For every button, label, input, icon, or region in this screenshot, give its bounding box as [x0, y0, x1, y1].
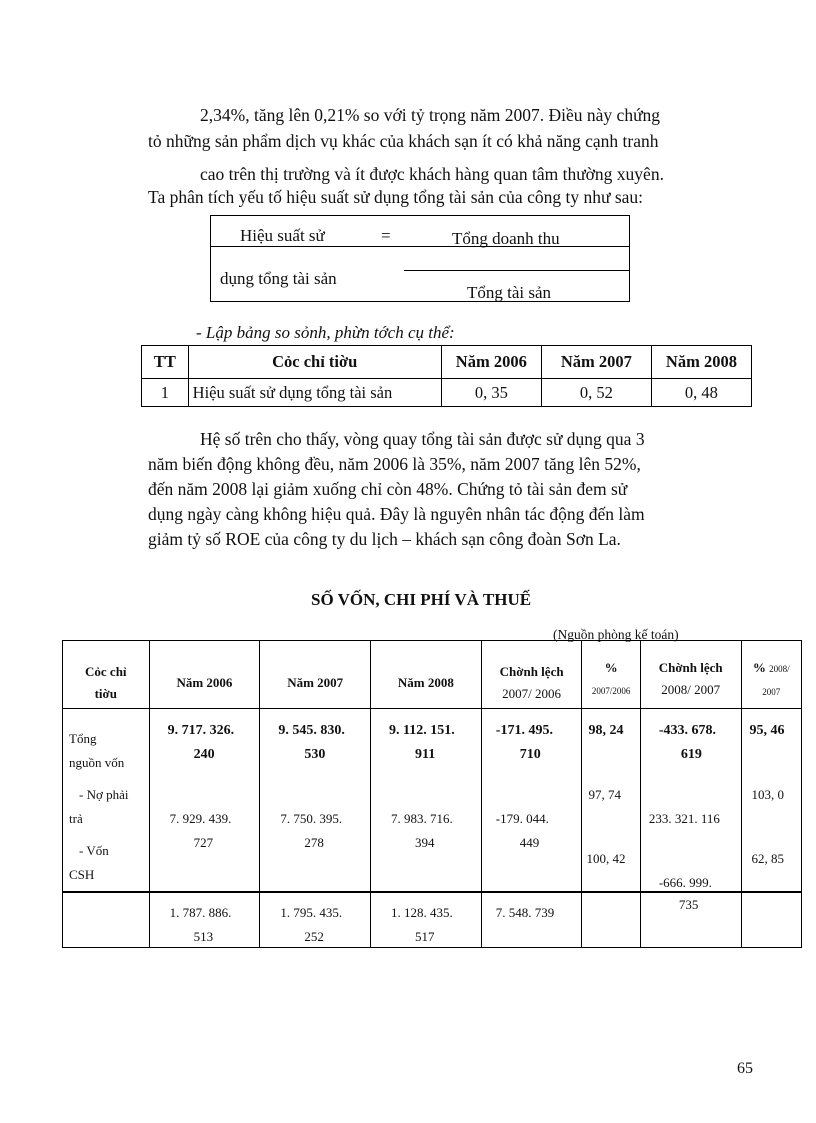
source-note: (Nguồn phòng kế toán)	[553, 627, 679, 642]
formula-label-b: dụng tổng tài sản	[220, 269, 337, 288]
von-pct1-empty	[582, 892, 640, 948]
capital-table	[62, 640, 802, 948]
header-2008: Năm 2008	[651, 346, 751, 379]
table-row	[142, 379, 752, 407]
header-2006: Năm 2006	[149, 641, 260, 709]
paragraph2-line4: dụng ngày càng không hiệu quả. Đây là nguyên nhân tác động đến làm	[148, 504, 645, 524]
formula-denominator: Tổng tài sản	[467, 283, 552, 302]
paragraph2-line1: Hệ số trên cho thấy, vòng quay tổng tài sản được sử dụng qua 3	[200, 429, 645, 449]
header-diff1: Chờnh lệch 2007/ 2006	[481, 641, 582, 709]
paragraph1-line2: tỏ những sản phẩm dịch vụ khác của khách sạn ít có khả năng cạnh tranh	[148, 131, 659, 151]
formula-label-a: Hiệu suất sử	[240, 226, 325, 245]
row-criteria: Hiệu suất sử dụng tổng tài sản	[188, 379, 441, 407]
pct2-cell: 95, 46 103, 0 62, 85	[741, 709, 801, 892]
formula-divider	[211, 246, 629, 247]
y2006-cell: 9. 717. 326. 240 7. 929. 439. 727	[149, 709, 260, 892]
row-2006: 0, 35	[441, 379, 541, 407]
compare-intro: - Lập bảng so sỏnh, phừn tớch cụ thể:	[196, 323, 455, 342]
table-header-row	[63, 641, 802, 709]
row-tt: 1	[142, 379, 189, 407]
labels-cell: Tổng nguồn vốn - Nợ phải trả - Vốn CSH	[63, 709, 150, 892]
table-row	[63, 709, 802, 892]
header-diff2: Chờnh lệch 2008/ 2007	[640, 641, 741, 709]
efficiency-table	[141, 345, 752, 407]
von-2006-cell: 1. 787. 886. 513	[149, 892, 260, 948]
table-row	[63, 892, 802, 948]
header-tt: TT	[142, 346, 189, 379]
von-label-empty	[63, 892, 150, 948]
formula-equals: =	[381, 226, 391, 245]
von-diff2-cell: 735	[640, 892, 741, 948]
header-2006: Năm 2006	[441, 346, 541, 379]
page-number: 65	[737, 1060, 753, 1077]
von-pct2-empty	[741, 892, 801, 948]
paragraph2-line2: năm biến động không đều, năm 2006 là 35%, năm 2007 tăng lên 52%,	[148, 454, 641, 474]
pct1-cell: 98, 24 97, 74 100, 42	[582, 709, 640, 892]
formula-box	[210, 215, 630, 302]
paragraph1-line4: Ta phân tích yếu tố hiệu suất sử dụng tổng tài sản của công ty như sau:	[148, 187, 644, 207]
von-diff1-cell: 7. 548. 739	[481, 892, 582, 948]
y2007-cell: 9. 545. 830. 530 7. 750. 395. 278	[260, 709, 371, 892]
diff1-cell: -171. 495. 710 -179. 044. 449	[481, 709, 582, 892]
row-2007: 0, 52	[541, 379, 651, 407]
table-header-row	[142, 346, 752, 379]
header-criteria: Cỏc chỉ tiờu	[63, 641, 150, 709]
header-2008: Năm 2008	[371, 641, 482, 709]
header-criteria: Cỏc chỉ tiờu	[188, 346, 441, 379]
y2008-cell: 9. 112. 151. 911 7. 983. 716. 394	[371, 709, 482, 892]
paragraph2-line5: giảm tỷ số ROE của công ty du lịch – khách sạn công đoàn Sơn La.	[148, 529, 621, 549]
header-2007: Năm 2007	[260, 641, 371, 709]
header-pct1: % 2007/2006	[582, 641, 640, 709]
paragraph1-line3: cao trên thị trường và ít được khách hàng quan tâm thường xuyên.	[200, 164, 664, 184]
section-title: SỐ VỐN, CHI PHÍ VÀ THUẾ	[311, 590, 532, 609]
paragraph1-line1: 2,34%, tăng lên 0,21% so với tỷ trọng năm 2007. Điều này chứng	[200, 105, 661, 125]
header-pct2: % 2008/ 2007	[741, 641, 801, 709]
von-2008-cell: 1. 128. 435. 517	[371, 892, 482, 948]
fraction-bar	[404, 270, 630, 271]
diff2-cell: -433. 678. 619 233. 321. 116 -666. 999.	[640, 709, 741, 892]
paragraph2-line3: đến năm 2008 lại giảm xuống chỉ còn 48%. Chứng tỏ tài sản đem sử	[148, 479, 628, 499]
row-2008: 0, 48	[651, 379, 751, 407]
formula-numerator: Tổng doanh thu	[452, 229, 560, 248]
header-2007: Năm 2007	[541, 346, 651, 379]
von-2007-cell: 1. 795. 435. 252	[260, 892, 371, 948]
